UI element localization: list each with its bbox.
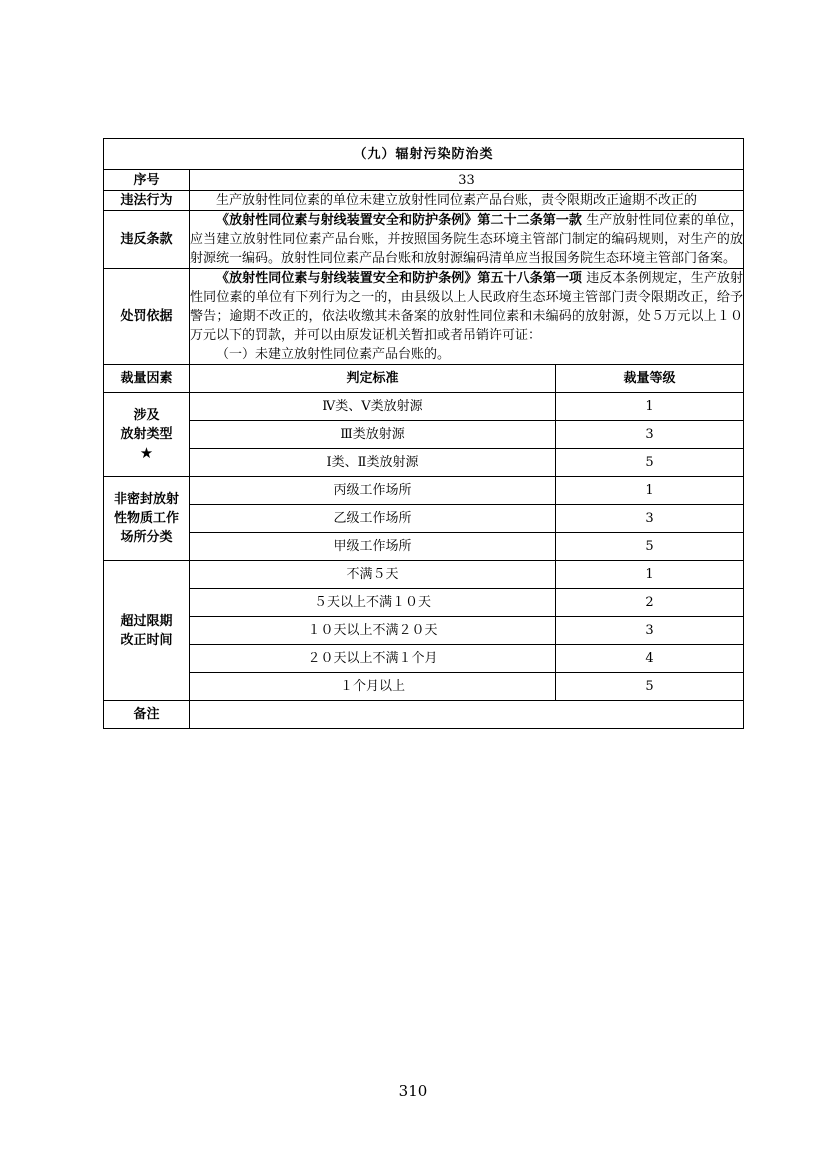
clause-law-title: 《放射性同位素与射线装置安全和防护条例》第二十二条第一款: [216, 213, 582, 228]
factor-row: [104, 505, 744, 533]
remark-value: [190, 701, 744, 729]
factor-criterion: 丙级工作场所: [190, 477, 556, 505]
basis-text: 违反本条例规定，生产放射性同位素的单位有下列行为之一的，由县级以上人民政府生态环境主管部门责令限期改正，给予警告；逾期不改正的，依法收缴其未备案的放射性同位素和未编码的放射源，处５万元以上１０万元以下的罚款，并可以由原发证机关暂扣或者吊销许可证：: [190, 271, 744, 343]
factor-row: [104, 477, 744, 505]
factor-criterion: ５天以上不满１０天: [190, 589, 556, 617]
factor-label-line: 放射类型: [120, 427, 173, 442]
factor-label-line: 改正时间: [120, 632, 173, 648]
factor-label-line: 性物质工作: [113, 511, 179, 526]
clause-label: 违反条款: [104, 211, 190, 269]
factor-criterion: 甲级工作场所: [190, 533, 556, 561]
table-title: （九）辐射污染防治类: [104, 139, 744, 170]
factor-level: 1: [556, 477, 744, 505]
factor-criterion: 乙级工作场所: [190, 505, 556, 533]
factor-criterion: Ⅲ类放射源: [190, 421, 556, 449]
factor-level: 5: [556, 673, 744, 701]
factor-criterion: ２０天以上不满１个月: [190, 645, 556, 673]
clause-cell: [190, 211, 744, 269]
factor-row: [104, 449, 744, 477]
factor-level: 5: [556, 449, 744, 477]
clause-text: 生产放射性同位素的单位，应当建立放射性同位素产品台账，并按照国务院生态环境主管部门制定的编码规则，对生产的放射源统一编码。放射性同位素产品台账和放射源编码清单应当报国务院生态环境主管部门备案。: [190, 213, 744, 266]
violation-label: 违法行为: [104, 191, 190, 211]
factor-criterion: Ⅳ类、Ⅴ类放射源: [190, 393, 556, 421]
factor-label-line: 非密封放射: [113, 492, 179, 507]
factor-header-col2: 判定标准: [190, 365, 556, 393]
factor-criterion: Ⅰ类、Ⅱ类放射源: [190, 449, 556, 477]
factor-level: 1: [556, 393, 744, 421]
factor-label-line: 超过限期: [120, 613, 173, 629]
factor-level: 2: [556, 589, 744, 617]
star-icon: ★: [139, 444, 154, 462]
factor-row: [104, 617, 744, 645]
remark-label: 备注: [104, 701, 190, 729]
factor-label-line: 场所分类: [120, 530, 173, 545]
factor-row: [104, 393, 744, 421]
factor-criterion: １０天以上不满２０天: [190, 617, 556, 645]
seq-label: 序号: [104, 170, 190, 191]
factor-label: [104, 561, 190, 701]
factor-criterion: １个月以上: [190, 673, 556, 701]
factor-row: [104, 421, 744, 449]
violation-text-body: 生产放射性同位素的单位未建立放射性同位素产品台账，责令限期改正逾期不改正的: [216, 193, 698, 208]
seq-value: 33: [190, 170, 744, 191]
page-number: 310: [398, 1082, 428, 1100]
factor-row: [104, 589, 744, 617]
factor-header-col3: 裁量等级: [556, 365, 744, 393]
factor-level: 5: [556, 533, 744, 561]
basis-law-title: 《放射性同位素与射线装置安全和防护条例》第五十八条第一项: [216, 271, 582, 286]
factor-row: [104, 645, 744, 673]
factor-row: [104, 533, 744, 561]
factor-level: 3: [556, 617, 744, 645]
factor-criterion: 不满５天: [190, 561, 556, 589]
factor-label-line: 涉及: [133, 408, 160, 423]
factor-header-col1: 裁量因素: [104, 365, 190, 393]
factor-row: [104, 673, 744, 701]
basis-cell: [190, 269, 744, 365]
factor-label: [104, 393, 190, 477]
factor-row: [104, 561, 744, 589]
factor-level: 3: [556, 421, 744, 449]
factor-level: 4: [556, 645, 744, 673]
factor-level: 3: [556, 505, 744, 533]
factor-level: 1: [556, 561, 744, 589]
basis-label: 处罚依据: [104, 269, 190, 365]
basis-item: （一）未建立放射性同位素产品台账的。: [216, 347, 451, 362]
violation-text: [190, 191, 744, 211]
penalty-discretion-table: [103, 138, 744, 729]
factor-label: [104, 477, 190, 561]
